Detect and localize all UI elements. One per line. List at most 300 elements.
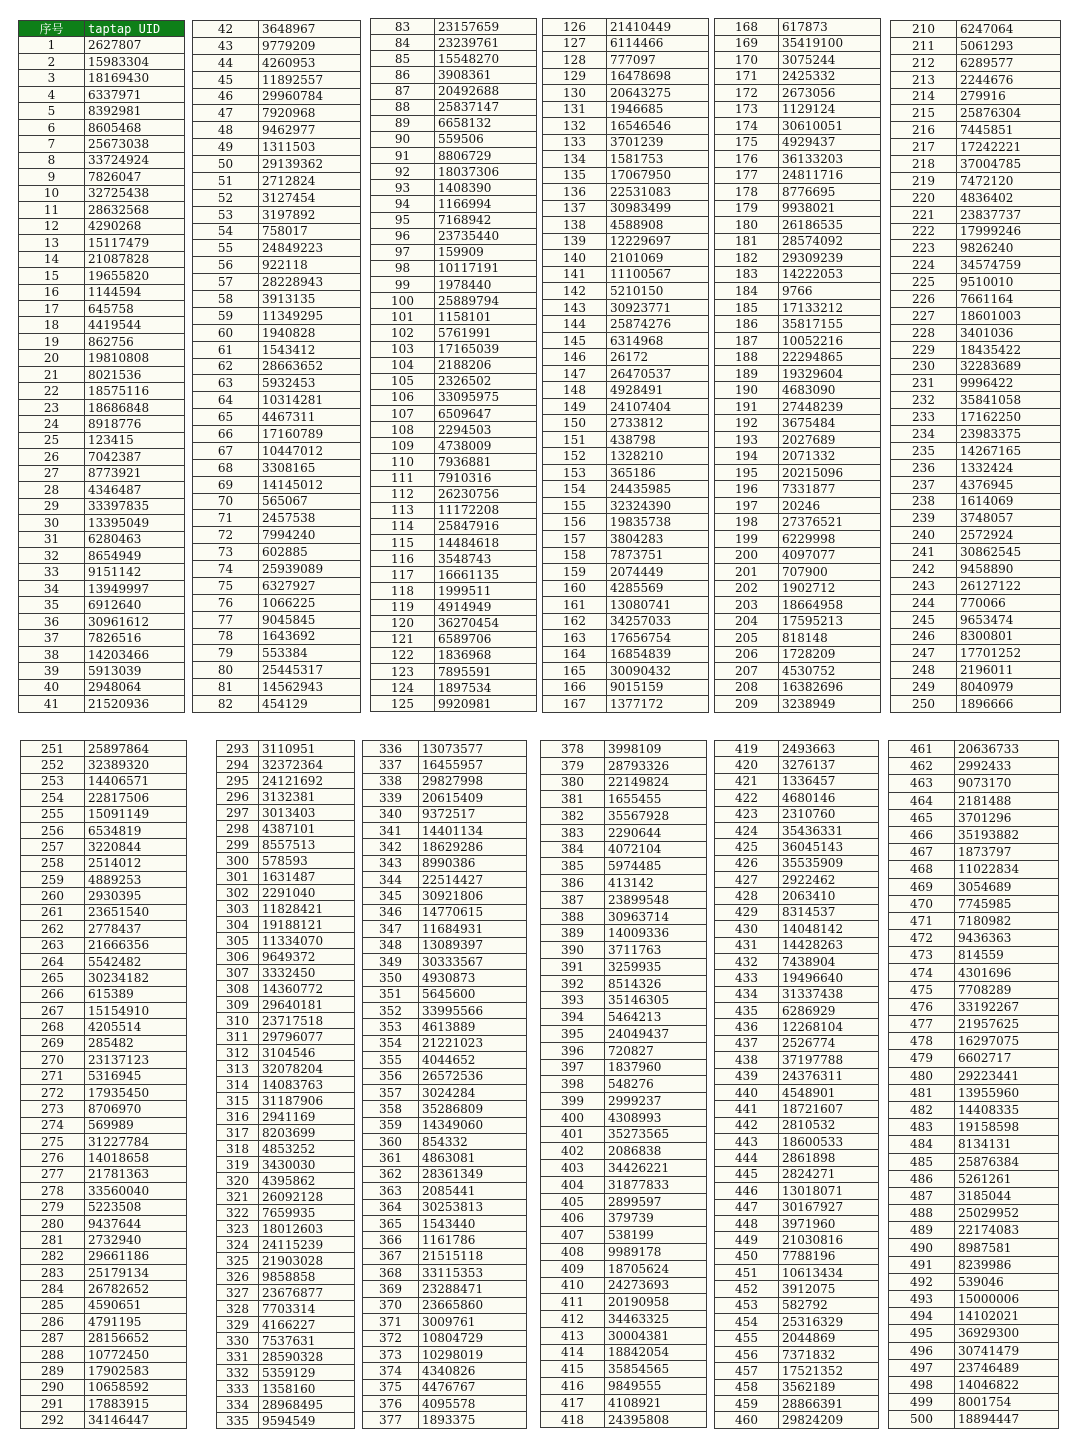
row-index: 414 (541, 1344, 605, 1361)
table-row (891, 172, 1061, 189)
row-index: 73 (193, 544, 259, 561)
row-index: 17 (19, 300, 85, 316)
row-index: 299 (217, 837, 259, 853)
table-row (715, 888, 879, 904)
row-index: 208 (715, 679, 779, 696)
table-row (541, 757, 707, 774)
table-row (541, 942, 707, 959)
uid-value: 12268104 (779, 1019, 879, 1035)
table-row (715, 1330, 879, 1346)
row-index: 167 (543, 696, 607, 713)
table-row (543, 679, 709, 696)
table-row (891, 442, 1061, 459)
uid-value: 28361349 (419, 1166, 527, 1182)
row-index: 481 (889, 1084, 955, 1101)
row-index: 324 (217, 1237, 259, 1253)
table-row (371, 551, 537, 567)
uid-value: 6314968 (607, 332, 709, 349)
table-row (543, 613, 709, 630)
row-index: 436 (715, 1019, 779, 1035)
table-row (543, 365, 709, 382)
table-row (193, 341, 361, 358)
row-index: 139 (543, 233, 607, 250)
row-index: 297 (217, 805, 259, 821)
table-row (371, 535, 537, 551)
table-row (19, 597, 185, 613)
row-index: 19 (19, 333, 85, 349)
uid-value: 25876304 (957, 105, 1061, 122)
table-row (371, 131, 537, 147)
row-index: 392 (541, 975, 605, 992)
uid-value: 24273693 (605, 1277, 707, 1294)
uid-value: 31337438 (779, 986, 879, 1002)
row-index: 12 (19, 218, 85, 234)
uid-value: 29661186 (85, 1248, 187, 1264)
row-index: 277 (21, 1166, 85, 1182)
table-row (193, 358, 361, 375)
uid-value: 11349295 (259, 307, 361, 324)
uid-value: 617873 (779, 19, 881, 36)
table-row (543, 250, 709, 267)
row-index: 133 (543, 134, 607, 151)
table-row (363, 921, 527, 937)
uid-value: 19188121 (259, 917, 355, 933)
uid-value: 29139362 (259, 156, 361, 173)
table-row (715, 806, 879, 822)
row-index: 191 (715, 398, 779, 415)
row-index: 359 (363, 1117, 419, 1133)
row-index: 67 (193, 442, 259, 459)
uid-value: 35436331 (779, 822, 879, 838)
row-index: 462 (889, 758, 955, 775)
uid-value: 17701252 (957, 645, 1061, 662)
row-index: 91 (371, 148, 435, 164)
row-index: 408 (541, 1243, 605, 1260)
row-index: 357 (363, 1084, 419, 1100)
row-index: 333 (217, 1381, 259, 1397)
table-row (371, 212, 537, 228)
table-row (891, 645, 1061, 662)
uid-value: 3701296 (955, 809, 1059, 826)
uid-value: 9594549 (259, 1413, 355, 1429)
row-index: 315 (217, 1093, 259, 1109)
row-index: 477 (889, 1016, 955, 1033)
table-row (21, 1199, 187, 1215)
uid-value: 5359129 (259, 1365, 355, 1381)
uid-value: 14046822 (955, 1376, 1059, 1393)
row-index: 83 (371, 19, 435, 35)
uid-value: 22531083 (607, 184, 709, 201)
uid-value: 5761991 (435, 325, 537, 341)
table-row (371, 631, 537, 647)
uid-value: 538199 (605, 1227, 707, 1244)
row-index: 320 (217, 1173, 259, 1189)
table-row (889, 1359, 1059, 1376)
row-index: 89 (371, 115, 435, 131)
row-index: 137 (543, 200, 607, 217)
uid-value: 4863081 (419, 1150, 527, 1166)
uid-table-12 (888, 740, 1059, 1429)
table-row (371, 502, 537, 518)
row-index: 114 (371, 518, 435, 534)
uid-value: 21781363 (85, 1166, 187, 1182)
uid-value: 4738009 (435, 438, 537, 454)
row-index: 378 (541, 741, 605, 758)
table-row (889, 947, 1059, 964)
row-index: 427 (715, 872, 779, 888)
row-index: 224 (891, 257, 957, 274)
uid-value: 36045143 (779, 839, 879, 855)
uid-value: 2941169 (259, 1109, 355, 1125)
table-row (543, 646, 709, 663)
uid-value: 3104546 (259, 1045, 355, 1061)
row-index: 99 (371, 277, 435, 293)
table-row (543, 316, 709, 333)
table-row (19, 235, 185, 251)
table-row (543, 283, 709, 300)
table-row (543, 134, 709, 151)
table-row (543, 266, 709, 283)
table-row (363, 1232, 527, 1248)
table-row (715, 1232, 879, 1248)
table-row (715, 283, 881, 300)
uid-value: 30610051 (779, 118, 881, 135)
row-index: 319 (217, 1157, 259, 1173)
table-row (715, 1297, 879, 1313)
uid-value: 30090432 (607, 663, 709, 680)
uid-value: 35854565 (605, 1361, 707, 1378)
row-index: 43 (193, 37, 259, 54)
uid-value: 4928491 (607, 382, 709, 399)
uid-value: 33115353 (419, 1265, 527, 1281)
table-row (21, 1412, 187, 1428)
row-index: 486 (889, 1170, 955, 1187)
uid-value: 33995566 (419, 1003, 527, 1019)
row-index: 383 (541, 824, 605, 841)
table-row (891, 105, 1061, 122)
uid-value: 21957625 (955, 1016, 1059, 1033)
uid-value: 8987581 (955, 1239, 1059, 1256)
table-row (541, 908, 707, 925)
uid-value: 7703314 (259, 1301, 355, 1317)
uid-value: 3308165 (259, 459, 361, 476)
row-index: 478 (889, 1033, 955, 1050)
table-row (363, 1297, 527, 1313)
row-index: 339 (363, 790, 419, 806)
uid-value: 10658592 (85, 1379, 187, 1395)
row-index: 403 (541, 1160, 605, 1177)
table-row (891, 577, 1061, 594)
row-index: 186 (715, 316, 779, 333)
uid-value: 5061293 (957, 37, 1061, 54)
uid-value: 16546546 (607, 118, 709, 135)
table-row (715, 382, 881, 399)
table-row (193, 459, 361, 476)
table-row (541, 1026, 707, 1043)
row-index: 90 (371, 131, 435, 147)
table-row (217, 1349, 355, 1365)
table-row (217, 965, 355, 981)
uid-value: 8392981 (85, 103, 185, 119)
row-index: 349 (363, 953, 419, 969)
table-row (889, 1187, 1059, 1204)
row-index: 400 (541, 1109, 605, 1126)
table-row (21, 790, 187, 806)
uid-value: 35567928 (605, 808, 707, 825)
row-index: 106 (371, 389, 435, 405)
uid-value: 602885 (259, 544, 361, 561)
row-index: 153 (543, 464, 607, 481)
uid-value: 30741479 (955, 1342, 1059, 1359)
row-index: 240 (891, 527, 957, 544)
table-row (715, 316, 881, 333)
row-index: 143 (543, 299, 607, 316)
row-index: 338 (363, 773, 419, 789)
table-row (371, 51, 537, 67)
uid-value: 17902583 (85, 1363, 187, 1379)
row-index: 448 (715, 1215, 779, 1231)
row-index: 148 (543, 382, 607, 399)
row-index: 309 (217, 997, 259, 1013)
row-index: 97 (371, 244, 435, 260)
table-row (19, 268, 185, 284)
uid-value: 3804283 (607, 530, 709, 547)
row-index: 156 (543, 514, 607, 531)
row-index: 154 (543, 481, 607, 498)
row-index: 227 (891, 307, 957, 324)
table-row (541, 1411, 707, 1428)
table-row (541, 1143, 707, 1160)
row-index: 391 (541, 958, 605, 975)
row-index: 261 (21, 904, 85, 920)
table-row (193, 71, 361, 88)
row-index: 129 (543, 68, 607, 85)
row-index: 385 (541, 858, 605, 875)
row-index: 209 (715, 696, 779, 713)
table-row (363, 904, 527, 920)
row-index: 459 (715, 1396, 779, 1412)
table-row (19, 70, 185, 86)
uid-value: 4308993 (605, 1109, 707, 1126)
uid-value: 9920981 (435, 696, 537, 712)
table-row (363, 1035, 527, 1051)
table-row (891, 54, 1061, 71)
table-row (543, 663, 709, 680)
table-row (21, 806, 187, 822)
table-row (541, 1294, 707, 1311)
row-index: 396 (541, 1042, 605, 1059)
uid-value: 18686848 (85, 399, 185, 415)
uid-value: 35535909 (779, 855, 879, 871)
uid-value: 539046 (955, 1273, 1059, 1290)
uid-value: 26172 (607, 349, 709, 366)
row-index: 341 (363, 822, 419, 838)
table-row (891, 544, 1061, 561)
table-row (217, 789, 355, 805)
row-index: 238 (891, 493, 957, 510)
table-row (371, 647, 537, 663)
uid-value: 7180982 (955, 912, 1059, 929)
row-index: 192 (715, 415, 779, 432)
row-index: 46 (193, 88, 259, 105)
row-index: 168 (715, 19, 779, 36)
uid-value: 14083763 (259, 1077, 355, 1093)
row-index: 155 (543, 497, 607, 514)
row-index: 181 (715, 233, 779, 250)
uid-table-4 (542, 18, 709, 713)
row-index: 456 (715, 1346, 779, 1362)
row-index: 347 (363, 921, 419, 937)
table-row (889, 1136, 1059, 1153)
table-row (715, 464, 881, 481)
uid-value: 123415 (85, 432, 185, 448)
uid-table-11 (714, 740, 879, 1429)
row-index: 40 (19, 679, 85, 695)
uid-value: 15117479 (85, 235, 185, 251)
uid-value: 2074449 (607, 564, 709, 581)
uid-value: 2310760 (779, 806, 879, 822)
row-index: 368 (363, 1265, 419, 1281)
uid-value: 36929300 (955, 1325, 1059, 1342)
uid-value: 37197788 (779, 1052, 879, 1068)
table-row (363, 1215, 527, 1231)
uid-value: 3971960 (779, 1215, 879, 1231)
uid-table-3 (370, 18, 537, 712)
table-row (715, 118, 881, 135)
row-index: 61 (193, 341, 259, 358)
table-row (891, 696, 1061, 713)
table-row (889, 826, 1059, 843)
table-row (543, 19, 709, 36)
uid-value: 9938021 (779, 200, 881, 217)
row-index: 281 (21, 1232, 85, 1248)
table-row (715, 986, 879, 1002)
uid-value: 9437644 (85, 1215, 187, 1231)
row-index: 372 (363, 1330, 419, 1346)
uid-value: 31187906 (259, 1093, 355, 1109)
table-row (363, 986, 527, 1002)
uid-value: 159909 (435, 244, 537, 260)
uid-value: 2999237 (605, 1093, 707, 1110)
table-row (543, 382, 709, 399)
uid-value: 33192267 (955, 998, 1059, 1015)
table-row (363, 1265, 527, 1281)
uid-value: 4680146 (779, 790, 879, 806)
uid-value: 26092128 (259, 1189, 355, 1205)
table-row (889, 1050, 1059, 1067)
row-index: 260 (21, 888, 85, 904)
row-index: 399 (541, 1093, 605, 1110)
table-row (363, 1117, 527, 1133)
table-row (891, 122, 1061, 139)
row-index: 288 (21, 1346, 85, 1362)
uid-value: 14408335 (955, 1101, 1059, 1118)
uid-value: 35841058 (957, 392, 1061, 409)
row-index: 234 (891, 426, 957, 443)
uid-value: 7371832 (779, 1346, 879, 1362)
row-index: 304 (217, 917, 259, 933)
table-row (541, 875, 707, 892)
uid-value: 31227784 (85, 1134, 187, 1150)
uid-value: 4097077 (779, 547, 881, 564)
uid-value: 25179134 (85, 1265, 187, 1281)
table-row (715, 365, 881, 382)
table-row (715, 217, 881, 234)
row-index: 373 (363, 1346, 419, 1362)
uid-value: 6602717 (955, 1050, 1059, 1067)
row-index: 366 (363, 1232, 419, 1248)
row-index: 176 (715, 151, 779, 168)
row-index: 164 (543, 646, 607, 663)
row-index: 362 (363, 1166, 419, 1182)
table-row (891, 476, 1061, 493)
table-row (21, 1281, 187, 1297)
row-index: 161 (543, 597, 607, 614)
row-index: 88 (371, 99, 435, 115)
uid-value: 14349060 (419, 1117, 527, 1133)
row-index: 421 (715, 773, 779, 789)
table-row (541, 858, 707, 875)
row-index: 119 (371, 599, 435, 615)
table-row (543, 630, 709, 647)
uid-value: 4108921 (605, 1394, 707, 1411)
uid-value: 5645600 (419, 986, 527, 1002)
row-index: 58 (193, 291, 259, 308)
table-row (19, 613, 185, 629)
table-row (217, 997, 355, 1013)
uid-value: 14203466 (85, 646, 185, 662)
row-index: 13 (19, 235, 85, 251)
row-index: 117 (371, 567, 435, 583)
table-row (715, 1396, 879, 1412)
table-row (363, 855, 527, 871)
uid-value: 34257033 (607, 613, 709, 630)
table-row (715, 1117, 879, 1133)
table-row (889, 1016, 1059, 1033)
uid-value: 4929437 (779, 134, 881, 151)
table-row (541, 992, 707, 1009)
row-index: 417 (541, 1394, 605, 1411)
uid-value: 854332 (419, 1134, 527, 1150)
row-index: 346 (363, 904, 419, 920)
uid-value: 8776695 (779, 184, 881, 201)
table-row (715, 1068, 879, 1084)
uid-value: 10772450 (85, 1346, 187, 1362)
table-row (715, 1183, 879, 1199)
table-row (541, 1076, 707, 1093)
row-index: 405 (541, 1193, 605, 1210)
table-row (543, 514, 709, 531)
table-row (193, 594, 361, 611)
uid-value: 30004381 (605, 1327, 707, 1344)
row-index: 278 (21, 1183, 85, 1199)
uid-value: 9073170 (955, 775, 1059, 792)
table-row (193, 662, 361, 679)
uid-value: 35419100 (779, 35, 881, 52)
table-row (21, 1396, 187, 1412)
row-index: 420 (715, 757, 779, 773)
table-row (715, 1199, 879, 1215)
table-row (715, 547, 881, 564)
row-index: 267 (21, 1003, 85, 1019)
row-index: 102 (371, 325, 435, 341)
row-index: 492 (889, 1273, 955, 1290)
row-index: 253 (21, 773, 85, 789)
table-row (19, 548, 185, 564)
uid-value: 30167927 (779, 1199, 879, 1215)
table-row (217, 933, 355, 949)
uid-value: 3998109 (605, 741, 707, 758)
